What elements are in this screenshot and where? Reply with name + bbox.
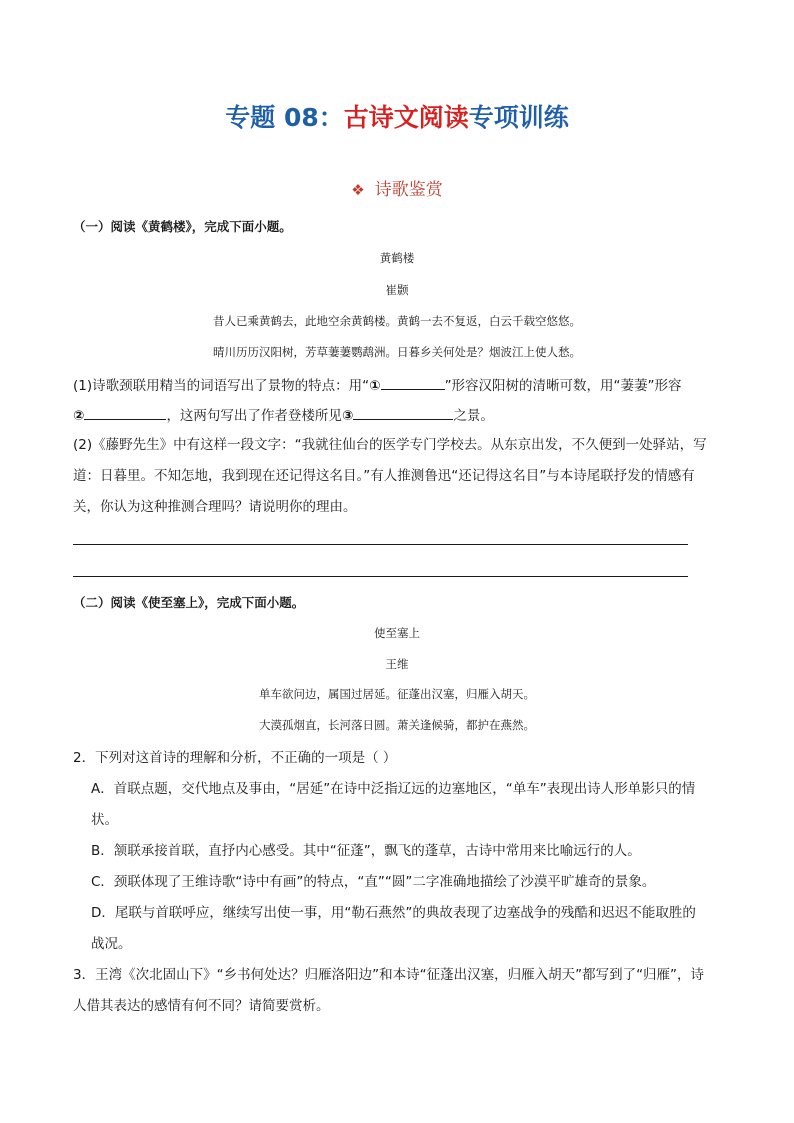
answer-blank-3[interactable] — [353, 405, 453, 420]
q1-text-b: ”形容汉阳树的清晰可数，用“萋萋”形容 — [444, 378, 682, 394]
question-1-2-line3: 关，你认为这种推测合理吗？请说明你的理由。 — [73, 499, 357, 515]
question-3-line1: 3．王湾《次北固山下》“乡书何处达？归雁洛阳边”和本诗“征蓬出汉塞，归雁入胡天”都写到了“归雁”，诗 — [73, 967, 705, 983]
option-b[interactable]: B．颔联承接首联，直抒内心感受。其中“征蓬”，飘飞的蓬草，古诗中常用来比喻远行的人。 — [91, 843, 641, 859]
answer-line[interactable] — [73, 544, 688, 545]
q1-text-c: ，这两句写出了作者登楼所见 — [166, 408, 342, 424]
q1-text-a: (1)诗歌颈联用精当的词语写出了景物的特点：用“ — [73, 378, 370, 394]
poem2-line1: 单车欲问边，属国过居延。征蓬出汉塞，归雁入胡天。 — [259, 687, 535, 701]
poem1-author: 崔颢 — [385, 283, 409, 297]
option-a-line1[interactable]: A．首联点题，交代地点及事由，“居延”在诗中泛指辽远的边塞地区，“单车”表现出诗人形单影只的情 — [91, 781, 696, 797]
blank-marker-1: ① — [369, 378, 381, 394]
title-prefix: 专题 08： — [225, 103, 344, 132]
part1-heading: （一）阅读《黄鹤楼》，完成下面小题。 — [73, 219, 292, 234]
question-1-1-line2 — [73, 405, 494, 426]
q1-text-d: 之景。 — [453, 408, 494, 424]
section-label: 诗歌鉴赏 — [374, 180, 443, 200]
question-1-2-line1: (2)《藤野先生》中有这样一段文字：“我就往仙台的医学专门学校去。从东京出发，不久便到一处驿站，写 — [73, 437, 707, 453]
poem1-title: 黄鹤楼 — [379, 251, 415, 265]
part2-heading: （二）阅读《使至塞上》，完成下面小题。 — [73, 595, 305, 610]
question-1-1-line1 — [73, 375, 682, 396]
question-3-line2: 人借其表达的感情有何不同？请简要赏析。 — [73, 998, 330, 1014]
poem2-title: 使至塞上 — [374, 626, 420, 640]
page-title — [0, 100, 794, 136]
poem1-line2: 晴川历历汉阳树，芳草萋萋鹦鹉洲。日暮乡关何处是？烟波江上使人愁。 — [213, 345, 581, 359]
poem2-line2: 大漠孤烟直，长河落日圆。萧关逢候骑，都护在燕然。 — [259, 718, 535, 732]
poem1-line1: 昔人已乘黄鹤去，此地空余黄鹤楼。黄鹤一去不复返，白云千载空悠悠。 — [213, 314, 581, 328]
question-1-2-line2: 道：日暮里。不知怎地，我到现在还记得这名目。”有人推测鲁迅“还记得这名目”与本诗尾联抒发的情感有 — [73, 468, 695, 484]
section-heading — [0, 178, 794, 202]
answer-line[interactable] — [73, 576, 688, 577]
option-a-line2: 状。 — [91, 812, 118, 828]
option-d-line2: 战况。 — [91, 936, 132, 952]
blank-marker-3: ③ — [341, 408, 354, 424]
title-suffix: 专项训练 — [468, 103, 569, 132]
poem2-author: 王维 — [385, 657, 409, 671]
option-d-line1[interactable]: D．尾联与首联呼应，继续写出使一事，用“勒石燕然”的典故表现了边塞战争的残酷和迟迟不能取胜的 — [91, 905, 696, 921]
diamond-icon: ❖ — [351, 181, 365, 199]
answer-blank-2[interactable] — [84, 405, 166, 420]
title-highlight: 古诗文阅读 — [343, 103, 469, 132]
answer-blank-1[interactable] — [381, 375, 445, 390]
option-c[interactable]: C．颈联体现了王维诗歌“诗中有画”的特点，“直”“圆”二字准确地描绘了沙漠平旷雄奇的景象。 — [91, 874, 656, 890]
question-2-stem: 2．下列对这首诗的理解和分析，不正确的一项是（ ） — [73, 750, 397, 766]
blank-marker-2: ② — [73, 408, 85, 424]
